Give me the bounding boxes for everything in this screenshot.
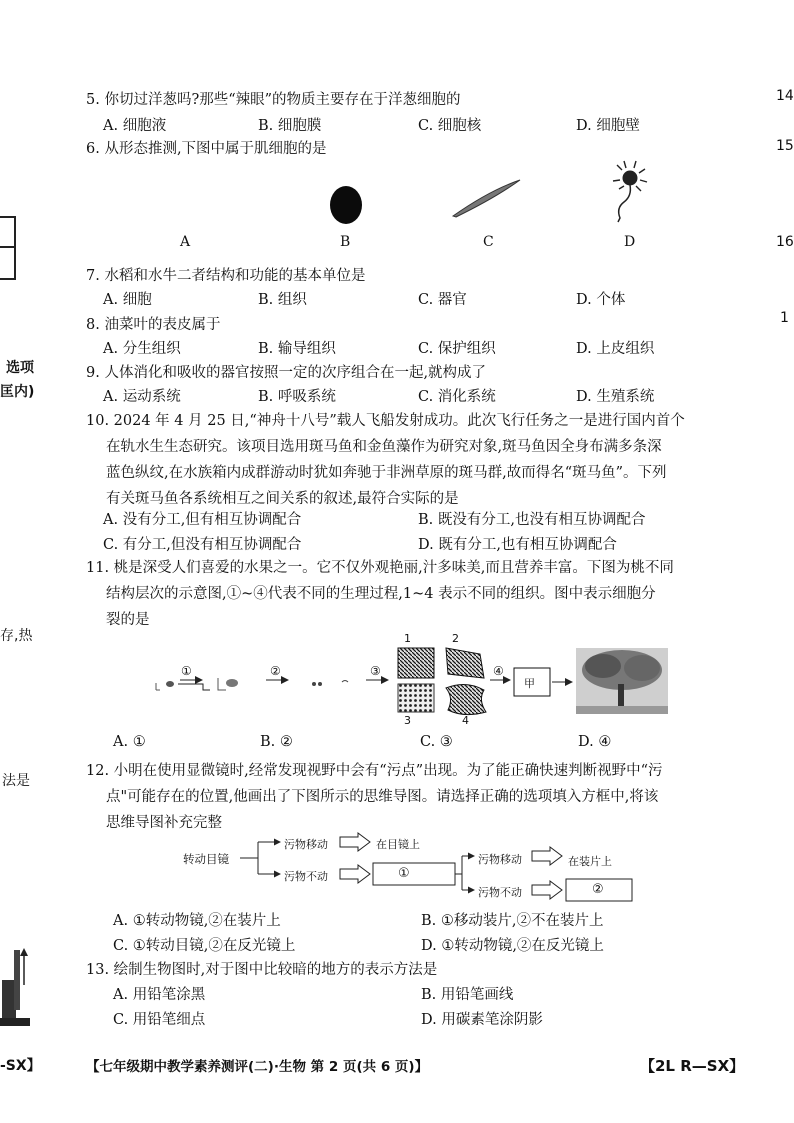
margin-text: -SX】 [0,1058,41,1074]
q10-option-b[interactable]: B. 既没有分工,也没有相互协调配合 [418,512,646,528]
q8-option-b[interactable]: B. 输导组织 [258,341,336,357]
mm-root: 转动目镜 [183,852,229,866]
q11-stem [86,555,746,633]
q9-option-d[interactable]: D. 生殖系统 [576,389,655,405]
q5-stem: 5. 你切过洋葱吗?那些“辣眼”的物质主要存在于洋葱细胞的 [86,92,461,108]
q10-line: 蓝色纵纹,在水族箱内成群游动时犹如奔驰于非洲草原的斑马群,故而得名“斑马鱼”。下列 [106,465,667,481]
q7-stem: 7. 水稻和水牛二者结构和功能的基本单位是 [86,268,366,284]
step-2-label: ② [270,664,281,678]
q8-option-c[interactable]: C. 保护组织 [418,341,496,357]
q11-line: 裂的是 [106,612,150,628]
round-cell-icon [330,186,362,224]
tissue-2-num: 2 [452,632,459,645]
margin-bracket [0,216,16,280]
spindle-cell-icon [453,180,520,217]
tissue-3-icon [398,684,434,712]
box-jia-label: 甲 [524,677,535,690]
q10-line: 在轨水生生态研究。该项目选用斑马鱼和金鱼藻作为研究对象,斑马鱼因全身布满多条深 [106,439,662,455]
margin-text: 选项 [6,360,34,376]
q13-option-c[interactable]: C. 用铅笔细点 [113,1012,206,1028]
q6-stem: 6. 从形态推测,下图中属于肌细胞的是 [86,141,327,157]
q7-option-a[interactable]: A. 细胞 [103,292,152,308]
q12-option-c[interactable]: C. ①转动目镜,②在反光镜上 [113,938,296,954]
q6-cell-figure [150,160,670,230]
q13-option-a[interactable]: A. 用铅笔涂黑 [113,987,206,1003]
q11-line: 11. 桃是深受人们喜爱的水果之一。它不仅外观艳丽,汁多味美,而且营养丰富。下图为桃不同 [86,560,674,576]
q7-option-d[interactable]: D. 个体 [576,292,626,308]
q5-option-c[interactable]: C. 细胞核 [418,118,482,134]
q13-stem: 13. 绘制生物图时,对于图中比较暗的地方的表示方法是 [86,962,438,978]
two-cells-icon [226,679,238,687]
q6-label-a: A [180,234,191,250]
mm-moves: 污物移动 [284,838,328,851]
q10-stem [86,408,746,512]
q11-line: 结构层次的示意图,①~④代表不同的生理过程,1~4 表示不同的组织。图中表示细胞分 [106,586,656,602]
q6-label-c: C [483,234,494,250]
q12-option-a[interactable]: A. ①转动物镜,②在装片上 [113,913,281,929]
q9-option-a[interactable]: A. 运动系统 [103,389,181,405]
step-1-label: ① [181,664,192,678]
q9-stem: 9. 人体消化和吸收的器官按照一定的次序组合在一起,就构成了 [86,365,487,381]
q12-line: 点"可能存在的位置,他画出了下图所示的思维导图。请选择正确的选项填入方框中,将该 [106,789,659,805]
q11-option-a[interactable]: A. ① [113,734,146,750]
tissue-1-icon [398,648,434,678]
q12-line: 思维导图补充完整 [106,815,222,831]
q11-option-c[interactable]: C. ③ [420,734,453,750]
footer-code: 【2L R—SX】 [640,1057,745,1075]
q10-option-a[interactable]: A. 没有分工,但有相互协调配合 [103,512,302,528]
q8-option-a[interactable]: A. 分生组织 [103,341,181,357]
tissue-3-num: 3 [404,714,411,727]
step-4-label: ④ [493,664,504,678]
q9-option-c[interactable]: C. 消化系统 [418,389,496,405]
q5-option-a[interactable]: A. 细胞液 [103,118,167,134]
mm-still: 污物不动 [284,870,328,883]
tissue-2-icon [446,648,484,678]
tissue-1-num: 1 [404,632,411,645]
margin-num: 15 [776,138,794,154]
neuron-cell-icon [613,161,647,222]
margin-num: 16 [776,234,794,250]
margin-text: 存,热 [0,628,33,644]
single-cell-icon [166,681,174,687]
q12-option-b[interactable]: B. ①移动装片,②不在装片上 [421,913,604,929]
q13-option-b[interactable]: B. 用铅笔画线 [421,987,514,1003]
q6-label-b: B [340,234,351,250]
q12-line: 12. 小明在使用显微镜时,经常发现视野中会有“污点”出现。为了能正确快速判断视野中“污 [86,763,663,779]
q10-option-c[interactable]: C. 有分工,但没有相互协调配合 [103,537,302,553]
mm-moves-2: 污物移动 [478,853,522,866]
q11-option-b[interactable]: B. ② [260,734,293,750]
q9-option-b[interactable]: B. 呼吸系统 [258,389,336,405]
mm-box-1: ① [398,866,410,881]
q7-option-c[interactable]: C. 器官 [418,292,467,308]
q13-option-d[interactable]: D. 用碳素笔涂阴影 [421,1012,543,1028]
margin-num: 14 [776,88,794,104]
mm-on-slide: 在装片上 [568,855,612,868]
q5-option-b[interactable]: B. 细胞膜 [258,118,322,134]
q5-option-d[interactable]: D. 细胞壁 [576,118,640,134]
step-3-label: ③ [370,664,381,678]
q8-stem: 8. 油菜叶的表皮属于 [86,317,221,333]
peach-tree-image [576,648,668,714]
q10-line: 有关斑马鱼各系统相互之间关系的叙述,最符合实际的是 [106,491,459,507]
q7-option-b[interactable]: B. 组织 [258,292,307,308]
q12-stem [86,758,746,836]
margin-text: 匡内) [0,384,35,400]
q10-line: 10. 2024 年 4 月 25 日,“神舟十八号”载人飞船发射成功。此次飞行任务之一是进行国内首个 [86,413,685,429]
mm-on-eyepiece: 在目镜上 [376,838,420,851]
microscope-fragment-icon [0,940,32,1030]
footer-page-info: 【七年级期中教学素养测评(二)·生物 第 2 页(共 6 页)】 [86,1059,429,1075]
q11-option-d[interactable]: D. ④ [578,734,612,750]
q8-option-d[interactable]: D. 上皮组织 [576,341,655,357]
q12-option-d[interactable]: D. ①转动物镜,②在反光镜上 [421,938,604,954]
tissue-4-num: 4 [462,714,469,727]
tissue-4-icon [446,684,486,714]
margin-bracket-mid [0,246,14,248]
q6-label-d: D [624,234,636,250]
margin-num: 1 [780,310,789,326]
margin-text: 法是 [2,773,30,789]
q10-option-d[interactable]: D. 既有分工,也有相互协调配合 [418,537,617,553]
mm-box-2: ② [592,882,604,897]
mm-still-2: 污物不动 [478,886,522,899]
